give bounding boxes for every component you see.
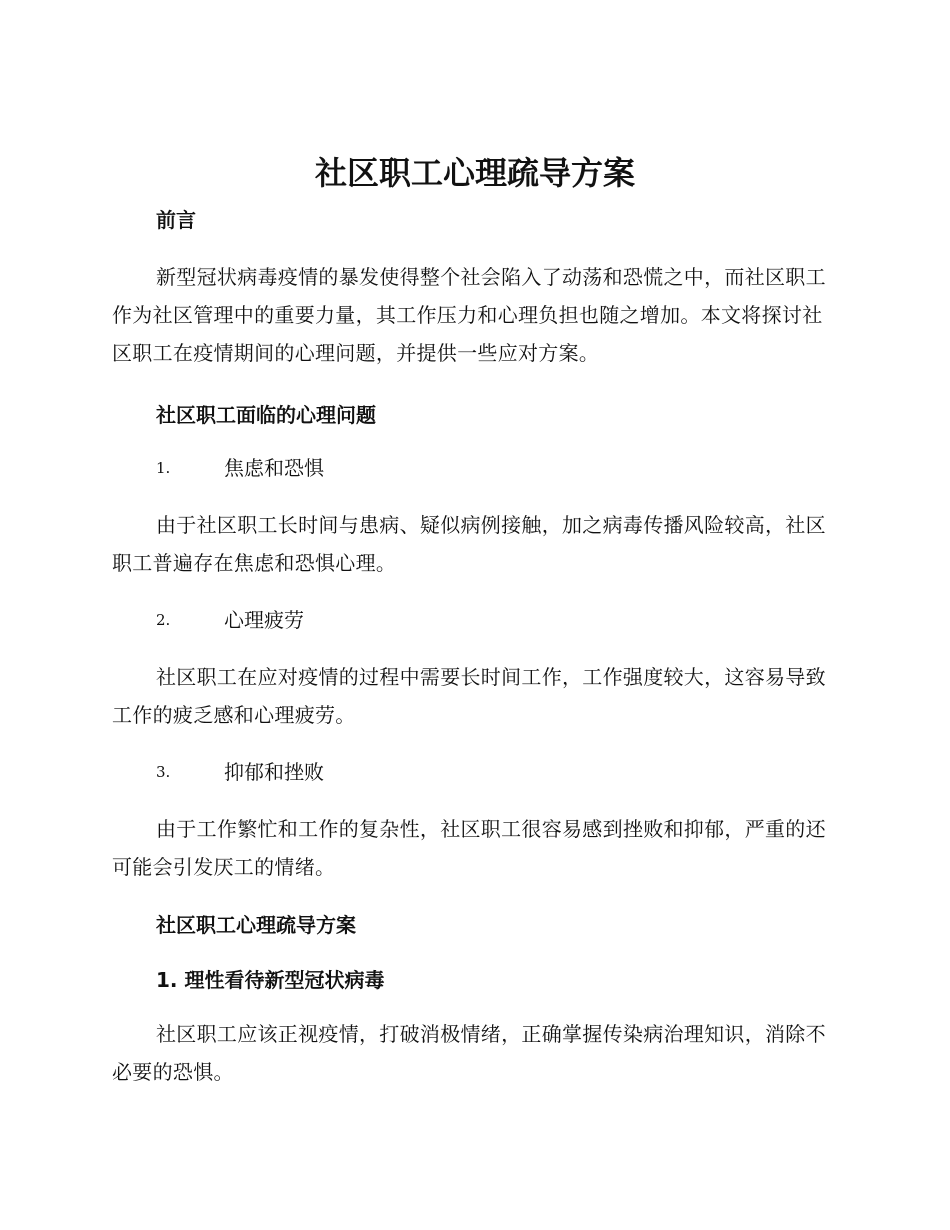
problems-heading: 社区职工面临的心理问题 — [156, 403, 376, 427]
list-number: 3. — [156, 763, 171, 781]
document-title: 社区职工心理疏导方案 — [314, 154, 635, 192]
list-number: 2. — [156, 611, 171, 629]
list-label: 抑郁和挫败 — [224, 760, 324, 784]
problem-paragraph-2: 社区职工在应对疫情的过程中需要长时间工作，工作强度较大，这容易导致工作的疲乏感和心理疲劳。 — [112, 665, 826, 727]
list-number: 1. — [156, 459, 171, 477]
preface-heading: 前言 — [156, 208, 196, 232]
plan-paragraph: 社区职工应该正视疫情，打破消极情绪，正确掌握传染病治理知识，消除不必要的恐惧。 — [112, 1022, 826, 1084]
plan-subheading: 1. 理性看待新型冠状病毒 — [156, 968, 385, 992]
plan-heading: 社区职工心理疏导方案 — [156, 913, 356, 937]
problem-item-1 — [156, 453, 324, 483]
problem-paragraph-3: 由于工作繁忙和工作的复杂性，社区职工很容易感到挫败和抑郁，严重的还可能会引发厌工的情绪。 — [112, 817, 826, 879]
problem-paragraph-1: 由于社区职工长时间与患病、疑似病例接触，加之病毒传播风险较高，社区职工普遍存在焦虑和恐惧心理。 — [112, 513, 826, 575]
problem-item-2 — [156, 605, 304, 635]
problem-item-3 — [156, 757, 324, 787]
preface-paragraph: 新型冠状病毒疫情的暴发使得整个社会陷入了动荡和恐慌之中，而社区职工作为社区管理中的重要力量，其工作压力和心理负担也随之增加。本文将探讨社区职工在疫情期间的心理问题，并提供一些应对方案。 — [112, 265, 826, 365]
list-label: 焦虑和恐惧 — [224, 456, 324, 480]
list-label: 心理疲劳 — [224, 608, 304, 632]
